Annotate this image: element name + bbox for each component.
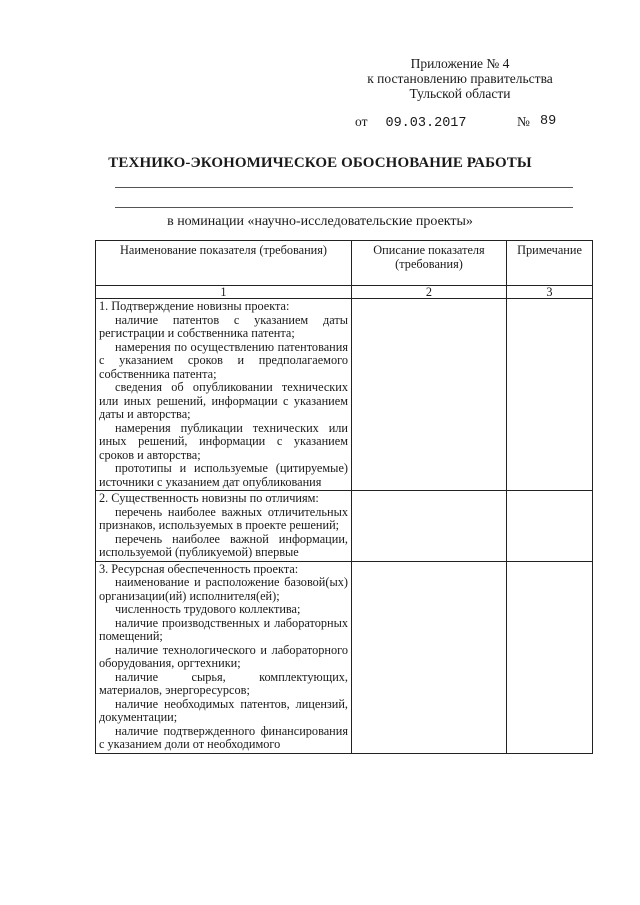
blank-line-2 xyxy=(115,207,573,208)
requirement-item: сведения об опубликовании технических или иных решений, информации с указанием даты и авторства; xyxy=(99,380,348,421)
column-number-3: 3 xyxy=(507,286,593,299)
requirement-item: наличие производственных и лабораторных помещений; xyxy=(99,615,348,643)
table-row xyxy=(96,561,593,753)
appendix-number: Приложение № 4 xyxy=(410,56,510,71)
requirement-item: наличие патентов с указанием даты регистрации и собственника патента; xyxy=(99,312,348,340)
header-note: Примечание xyxy=(507,241,593,286)
requirement-item: наименование и расположение базовой(ых) организации(ий) исполнителя(ей); xyxy=(99,575,348,603)
document-title: ТЕХНИКО-ЭКОНОМИЧЕСКОЕ ОБОСНОВАНИЕ РАБОТЫ xyxy=(108,155,532,171)
decree-number-sign: № xyxy=(517,114,530,129)
header-indicator-description: Описание показателя (требования) xyxy=(352,241,507,286)
nomination-line: в номинации «научно-исследовательские проекты» xyxy=(167,214,473,229)
note-cell[interactable] xyxy=(507,491,593,562)
requirement-item: наличие необходимых патентов, лицензий, документации; xyxy=(99,696,348,724)
section-title: 1. Подтверждение новизны проекта: xyxy=(99,299,290,313)
blank-line-1 xyxy=(115,187,573,188)
note-cell[interactable] xyxy=(507,561,593,753)
column-number-1: 1 xyxy=(96,286,352,299)
requirement-item: намерения публикации технических или иных решений, информации с указанием сроков и авторства; xyxy=(99,420,348,462)
requirement-item: перечень наиболее важных отличительных признаков, используемых в проекте решений; xyxy=(99,504,348,532)
requirement-item: прототипы и используемые (цитируемые) источники с указанием дат опубликования xyxy=(99,461,348,489)
column-number-2: 2 xyxy=(352,286,507,299)
table-row xyxy=(96,299,593,491)
table-header-row xyxy=(96,241,593,286)
decree-prefix: от xyxy=(355,114,368,129)
indicators-table xyxy=(95,240,593,754)
table-row xyxy=(96,491,593,562)
appendix-header xyxy=(340,56,580,101)
requirement-item: намерения по осуществлению патентования с указанием сроков и предполагаемого собственника патента; xyxy=(99,339,348,381)
note-cell[interactable] xyxy=(507,299,593,491)
appendix-region: Тульской области xyxy=(409,86,511,101)
requirement-item: перечень наиболее важной информации, используемой (публикуемой) впервые xyxy=(99,531,348,559)
section-title: 3. Ресурсная обеспеченность проекта: xyxy=(99,561,299,576)
description-cell[interactable] xyxy=(352,561,507,753)
description-cell[interactable] xyxy=(352,299,507,491)
section-title: 2. Существенность новизны по отличиям: xyxy=(99,491,319,505)
requirement-item: наличие сырья, комплектующих, материалов, энергоресурсов; xyxy=(99,669,348,697)
section-cell xyxy=(96,299,352,491)
requirement-item: численность трудового коллектива; xyxy=(115,602,301,616)
description-cell[interactable] xyxy=(352,491,507,562)
column-number-row xyxy=(96,286,593,299)
decree-date: 09.03.2017 xyxy=(385,116,467,131)
decree-reference xyxy=(355,114,557,131)
section-cell xyxy=(96,561,352,753)
header-indicator-name: Наименование показателя (требования) xyxy=(96,241,352,286)
requirement-item: наличие технологического и лабораторного оборудования, оргтехники; xyxy=(99,642,348,670)
appendix-decree-ref: к постановлению правительства xyxy=(367,71,553,86)
section-cell xyxy=(96,491,352,562)
requirement-item: наличие подтвержденного финансирования с указанием доли от необходимого xyxy=(99,723,348,751)
decree-number: 89 xyxy=(540,114,557,129)
